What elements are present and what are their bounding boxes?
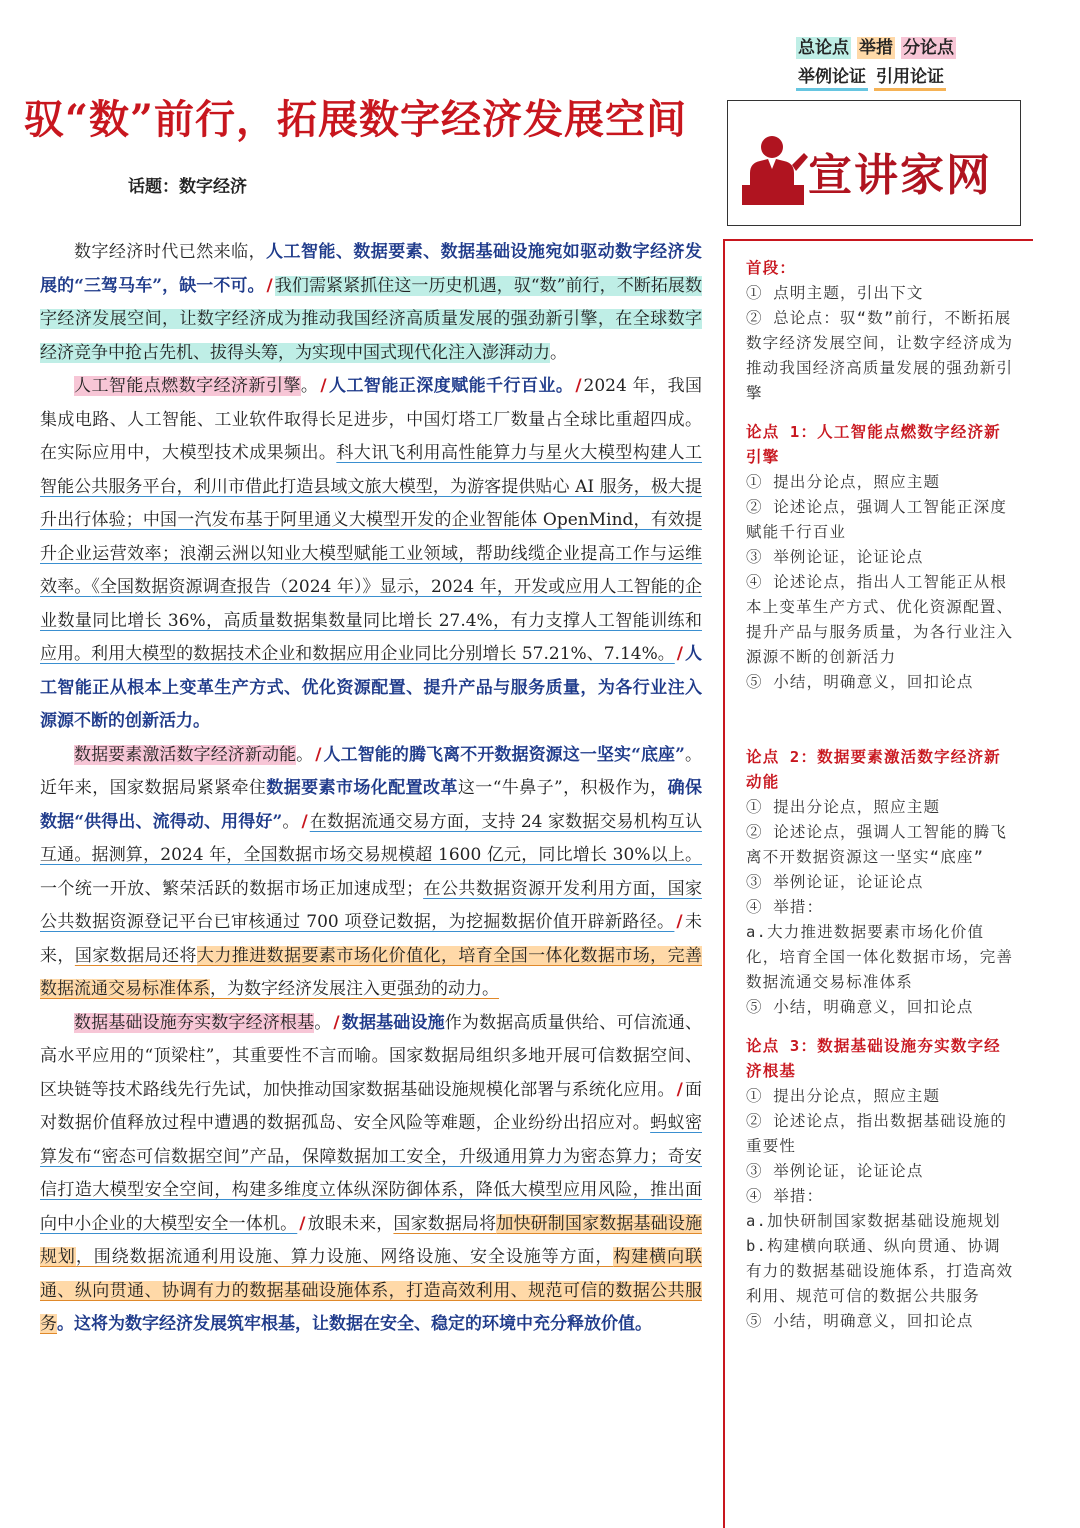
sidebar-item: ② 论述论点，强调人工智能正深度赋能千行百业 <box>746 498 1008 541</box>
sidebar-item: ③ 举例论证，论证论点 <box>746 1162 924 1180</box>
legend-measures: 举措 <box>859 38 893 58</box>
text-segment: 一个统一开放、繁荣活跃的数据市场正加速成型； <box>40 878 424 899</box>
sidebar-item: ④ 举措： <box>746 1187 824 1205</box>
paragraph-data-elements <box>40 739 702 1007</box>
measure: 加快研制国家数据基础设施规划 <box>40 1213 703 1267</box>
sidebar-section-point-1 <box>746 420 1014 695</box>
example-argument: 蚂蚁密算发布“密态可信数据空间”产品，保障数据加工安全，升级通用算力为密态算力；奇安信打造大模型安全空间，构建多维度立体纵深防御体系，降低大模型应用风险，推出面向中小企业的大模型安全一体机。 <box>40 1113 703 1234</box>
text-segment: 2024 年，我国集成电路、人工智能、工业软件取得长足进步，中国灯塔工厂数量占全球比重超四成。在实际应用中，大模型技术成果频出。 <box>40 376 703 463</box>
text-segment: 。 <box>282 811 300 832</box>
text-segment: 未来， <box>40 912 702 966</box>
example-argument: 科大讯飞利用高性能算力与星火大模型构建人工智能公共服务平台，利川市借此打造县域文旅大模型，为游客提供贴心 AI 服务，极大提升出行体验；中国一汽发布基于阿里通义大模型开发的企业智能体 OpenMind，有效提升企业运营效率；浪潮云洲以知业大模型赋能工业领域，帮助线缆企业提高工作与运维效率。 <box>40 443 703 597</box>
logo <box>727 100 1021 226</box>
sidebar-item: ⑤ 小结，明确意义，回扣论点 <box>746 1312 974 1330</box>
sidebar-item: ⑤ 小结，明确意义，回扣论点 <box>746 673 974 691</box>
citation-argument: 《全国数据资源调查报告（2024 年）》显示，2024 年，开发或应用人工智能的企业数量同比增长 36%，高质量数据集数量同比增长 27.4%，有力支撑人工智能训练和应用。利用大模型的数据技术企业和数据应用企业同比分别增长 57.21%、7.14%。 <box>40 577 703 664</box>
topic-label: 话题：数字经济 <box>128 177 247 197</box>
sidebar-item: ④ 举措： <box>746 898 824 916</box>
text-segment: 。 <box>300 376 319 396</box>
sidebar-heading: 首段： <box>746 259 797 277</box>
text-segment: 作为数据高质量供给、可信流通、高水平应用的“顶梁柱”，其重要性不言而喻。国家数据局组织多地开展可信数据空间、区块链等技术路线先行先试，加快推动国家数据基础设施规模化部署与系统化应用。 <box>40 1012 703 1100</box>
legend-sub-thesis: 分论点 <box>903 38 954 58</box>
separator: / <box>299 1213 306 1234</box>
sidebar-section-intro <box>746 256 1014 406</box>
sub-thesis-3: 数据基础设施夯实数字经济根基 <box>74 1012 315 1033</box>
legend-row-2 <box>796 63 962 91</box>
text-segment: 数字经济时代已然来临， <box>74 242 267 262</box>
sidebar-item: ① 提出分论点，照应主题 <box>746 473 941 491</box>
key-phrase: 确保数据“供得出、流得动、用得好” <box>40 778 703 832</box>
measure: 大力推进数据要素市场化价值化，培育全国一体化数据市场，完善数据流通交易标准体系 <box>40 945 703 999</box>
sidebar-item: b.构建横向联通、纵向贯通、协调有力的数据基础设施体系，打造高效利用、规范可信的数据公共服务 <box>746 1237 1014 1305</box>
speaker-figure-icon <box>742 125 812 205</box>
argument-statement: 人工智能正从根本上变革生产方式、优化资源配置、提升产品与服务质量，为各行业注入源源不断的创新活力。 <box>40 644 703 731</box>
example-argument: 在公共数据资源开发利用方面，国家公共数据资源登记平台已审核通过 700 项登记数据，为挖掘数据价值开辟新路径。 <box>40 878 703 932</box>
logo-text: 宣讲家网 <box>808 150 992 201</box>
sidebar-item: ① 提出分论点，照应主题 <box>746 798 941 816</box>
intro-claim: 人工智能、数据要素、数据基础设施宛如驱动数字经济发展的“三驾马车”，缺一不可。 <box>40 242 703 296</box>
article-body <box>40 236 702 1342</box>
argument-statement: 人工智能正深度赋能千行百业。 <box>328 376 574 396</box>
legend <box>796 34 962 91</box>
sidebar-item: ③ 举例论证，论证论点 <box>746 873 924 891</box>
sidebar-left-border <box>723 239 725 1528</box>
sidebar-item: a.大力推进数据要素市场化价值化，培育全国一体化数据市场，完善数据流通交易标准体系 <box>746 923 1014 991</box>
sidebar-top-border <box>723 239 1033 241</box>
argument-statement: 。这将为数字经济发展筑牢根基，让数据在安全、稳定的环境中充分释放价值。 <box>57 1314 652 1334</box>
separator: / <box>676 1079 683 1100</box>
separator: / <box>301 811 308 832</box>
legend-citation-argument: 引用论证 <box>874 66 946 91</box>
paragraph-infrastructure <box>40 1007 702 1342</box>
sidebar-item: ② 论述论点，指出数据基础设施的重要性 <box>746 1112 1008 1155</box>
sidebar-item: ⑤ 小结，明确意义，回扣论点 <box>746 998 974 1016</box>
example-argument: 在数据流通交易方面，支持 24 家数据交易机构互认互通。 <box>40 811 702 865</box>
citation-argument: ，为数字经济发展注入更强劲的动力。 <box>210 979 499 999</box>
separator: / <box>676 912 683 932</box>
argument-statement: 人工智能的腾飞离不开数据资源这一坚实“底座” <box>323 744 685 765</box>
citation-argument: ，围绕数据流通利用设施、算力设施、网络设施、安全设施等方面， <box>75 1247 614 1267</box>
main-thesis: 我们需紧紧抓住这一历史机遇，驭“数”前行，不断拓展数字经济发展空间，让数字经济成为推动我国经济高质量发展的强劲新引擎，在全球数字经济竞争中抢占先机、拔得头筹，为实现中国式现代化注入澎湃动力 <box>40 275 702 363</box>
page-title: 驭“数”前行，拓展数字经济发展空间 <box>24 96 688 143</box>
text-segment: 面对数据价值释放过程中遭遇的数据孤岛、安全风险等难题，企业纷纷出招应对。 <box>40 1079 703 1133</box>
key-phrase: 数据要素市场化配置改革 <box>266 778 458 798</box>
separator: / <box>266 275 273 296</box>
paragraph-intro <box>40 236 702 370</box>
sidebar-spacer <box>746 709 1014 745</box>
separator: / <box>315 744 322 765</box>
sidebar-item: a.加快研制国家数据基础设施规划 <box>746 1212 1001 1230</box>
text-segment: 这一“牛鼻子”，积极作为， <box>457 778 668 798</box>
sidebar-section-point-2 <box>746 745 1014 1020</box>
text-segment: 。 <box>314 1012 332 1033</box>
sidebar-heading: 论点 3：数据基础设施夯实数字经济根基 <box>746 1037 1001 1080</box>
sidebar-item: ④ 论述论点，指出人工智能正从根本上变革生产方式、优化资源配置、提升产品与服务质量，为各行业注入源源不断的创新活力 <box>746 573 1014 666</box>
sidebar-heading: 论点 1：人工智能点燃数字经济新引擎 <box>746 423 1001 466</box>
text-segment: 放眼未来， <box>307 1213 394 1234</box>
citation-argument: 国家数据局将 <box>393 1213 497 1234</box>
sidebar-heading: 论点 2：数据要素激活数字经济新动能 <box>746 748 1001 791</box>
text-segment: 。近年来，国家数据局紧紧牵住 <box>40 744 703 798</box>
legend-example-argument: 举例论证 <box>796 66 868 91</box>
sidebar-item: ② 论述论点，强调人工智能的腾飞离不开数据资源这一坚实“底座” <box>746 823 1008 866</box>
text-segment: 。 <box>550 342 567 363</box>
separator: / <box>575 376 582 396</box>
paragraph-ai <box>40 370 702 739</box>
citation-argument: 据测算，2024 年，全国数据市场交易规模超 1600 亿元，同比增长 30%以上。 <box>91 845 703 865</box>
sidebar-item: ③ 举例论证，论证论点 <box>746 548 924 566</box>
separator: / <box>320 376 327 396</box>
separator: / <box>676 644 683 664</box>
sub-thesis-2: 数据要素激活数字经济新动能 <box>74 744 297 765</box>
legend-row-1 <box>796 34 962 62</box>
legend-thesis: 总论点 <box>798 38 849 58</box>
key-phrase: 数据基础设施 <box>341 1012 445 1033</box>
separator: / <box>333 1012 340 1033</box>
measure: 构建横向联通、纵向贯通、协调有力的数据基础设施体系，打造高效利用、规范可信的数据公共服务 <box>40 1247 703 1334</box>
sidebar-section-point-3 <box>746 1034 1014 1334</box>
citation-argument: 国家数据局还将 <box>74 945 197 966</box>
analysis-sidebar <box>746 256 1014 1348</box>
sidebar-item: ② 总论点：驭“数”前行，不断拓展数字经济发展空间，让数字经济成为推动我国经济高质量发展的强劲新引擎 <box>746 309 1014 402</box>
text-segment: 。 <box>296 744 314 765</box>
sidebar-item: ① 点明主题，引出下文 <box>746 284 924 302</box>
sub-thesis-1: 人工智能点燃数字经济新引擎 <box>74 376 301 396</box>
sidebar-item: ① 提出分论点，照应主题 <box>746 1087 941 1105</box>
